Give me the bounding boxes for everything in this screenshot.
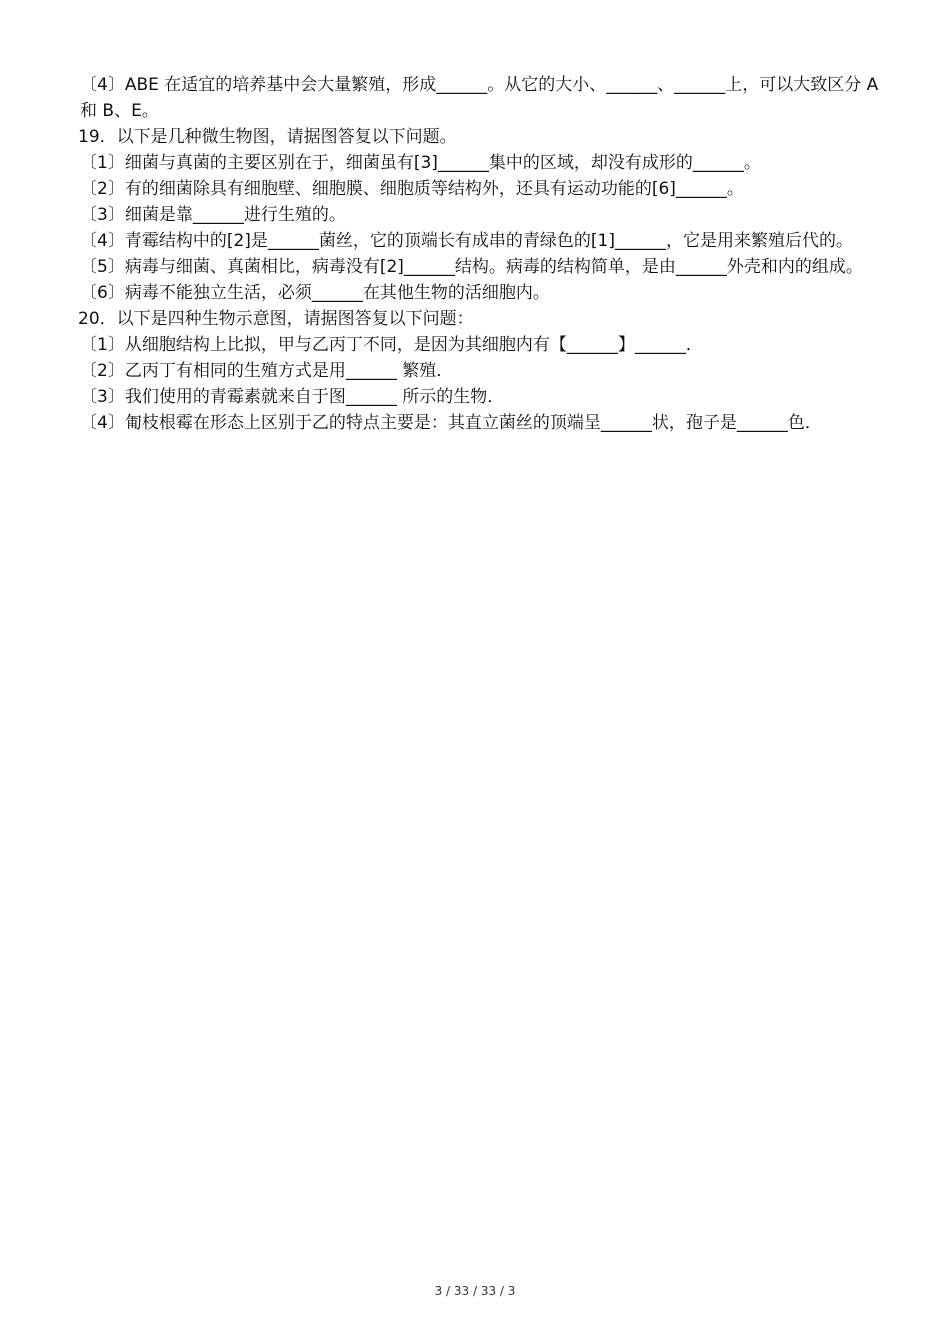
answer-line-q19-2: 〔2〕有的细菌除具有细胞壁、细胞膜、细胞质等结构外，还具有运动功能的[6]______。 <box>80 179 744 199</box>
answer-line-q19-4: 〔4〕青霉结构中的[2]是______菌丝，它的顶端长有成串的青绿色的[1]______，它是用来繁殖后代的。 <box>80 231 853 251</box>
page-footer: 3 / 33 / 33 / 3 <box>434 1284 516 1298</box>
answer-line-q19-3: 〔3〕细菌是靠______进行生殖的。 <box>80 205 346 225</box>
answer-line-q19-6: 〔6〕病毒不能独立生活，必须______在其他生物的活细胞内。 <box>80 283 550 303</box>
question-20-heading: 20．以下是四种生物示意图，请据图答复以下问题： <box>78 309 474 329</box>
document-body <box>68 72 886 436</box>
question-19-heading: 19．以下是几种微生物图，请据图答复以下问题。 <box>78 127 457 147</box>
answer-line-q20-4: 〔4〕匍枝根霉在形态上区别于乙的特点主要是：其直立菌丝的顶端呈______状，孢子是______色． <box>80 413 822 433</box>
answer-line-q20-2: 〔2〕乙丙丁有相同的生殖方式是用______ 繁殖． <box>80 361 454 381</box>
answer-line-q20-1: 〔1〕从细胞结构上比拟，甲与乙丙丁不同，是因为其细胞内有【______】______． <box>80 335 703 355</box>
answer-line-q20-3: 〔3〕我们使用的青霉素就来自于图______ 所示的生物． <box>80 387 505 407</box>
answer-line-q19-1: 〔1〕细菌与真菌的主要区别在于，细菌虽有[3]______集中的区域，却没有成形的______。 <box>80 153 761 173</box>
answer-line-q19-5: 〔5〕病毒与细菌、真菌相比，病毒没有[2]______结构。病毒的结构简单，是由______外壳和内的组成。 <box>80 257 863 277</box>
answer-line-q18-4: 〔4〕ABE 在适宜的培养基中会大量繁殖，形成______。从它的大小、______、______上，可以大致区分 A 和 B、E。 <box>80 75 879 121</box>
